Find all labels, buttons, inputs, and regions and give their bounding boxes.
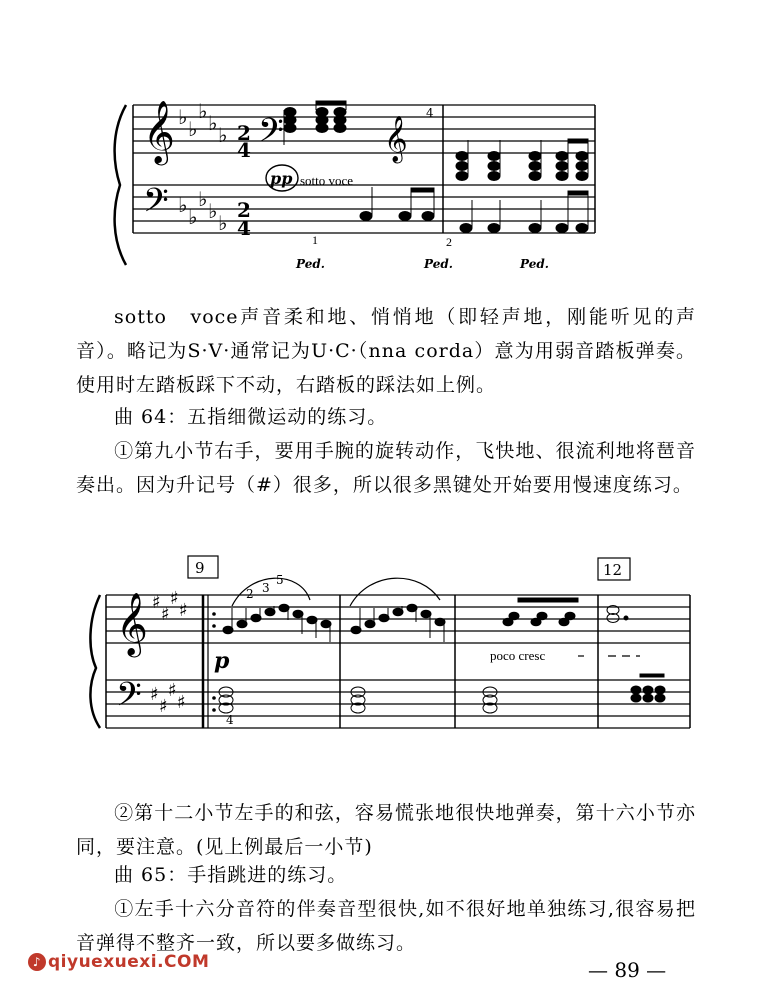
svg-text:♭: ♭	[178, 193, 188, 217]
svg-text:♭: ♭	[218, 211, 228, 235]
paragraph-piece-65: 曲 65：手指跳进的练习。	[114, 864, 348, 886]
paragraph-piece-64: 曲 64：五指细微运动的练习。	[114, 406, 388, 428]
svg-text:♭: ♭	[208, 111, 218, 135]
svg-text:2: 2	[246, 587, 254, 601]
expression-sotto-voce: sotto voce	[300, 173, 354, 188]
pedal-mark: Ped.	[520, 257, 549, 271]
svg-text:4: 4	[237, 138, 251, 162]
svg-text:♭: ♭	[208, 199, 218, 223]
music-example-1	[0, 0, 772, 290]
music-example-2	[0, 550, 772, 740]
page-number: — 89 —	[588, 958, 667, 982]
svg-text:♭: ♭	[188, 117, 198, 141]
logo-icon: ♪	[28, 953, 46, 971]
svg-text:𝄞: 𝄞	[116, 592, 148, 655]
svg-text:♭: ♭	[188, 205, 198, 229]
svg-text:♭: ♭	[218, 123, 228, 147]
svg-text:3: 3	[262, 581, 270, 595]
svg-text:4: 4	[426, 106, 434, 120]
svg-text:♭: ♭	[198, 187, 208, 211]
dynamic-mark: p	[214, 648, 230, 674]
paragraph-left-hand: ①左手十六分音符的伴奏音型很快,如不很好地单独练习,很容易把音弹得不整齐一致，所以要多做练习。	[76, 898, 696, 954]
svg-text:♯: ♯	[168, 680, 177, 701]
bass-clef-icon: 𝄢	[258, 112, 284, 158]
flat-sign-icon: ♭	[178, 105, 188, 129]
svg-text:♯: ♯	[179, 600, 188, 621]
svg-text:5: 5	[276, 573, 284, 587]
svg-text:♯: ♯	[152, 592, 161, 613]
treble-clef-icon: 𝄞	[143, 100, 175, 163]
svg-text:♯: ♯	[177, 692, 186, 713]
svg-text:12: 12	[603, 561, 623, 579]
svg-text:4: 4	[226, 713, 234, 727]
svg-text:♭: ♭	[198, 99, 208, 123]
paragraph-measure-9: ①第九小节右手，要用手腕的旋转动作，飞快地、很流利地将琶音奏出。因为升记号（#）很多，所以很多黑键处开始要用慢速度练习。	[76, 440, 696, 496]
svg-text:♯: ♯	[170, 588, 179, 609]
svg-text:𝄢: 𝄢	[143, 182, 169, 228]
svg-text:♯: ♯	[150, 684, 159, 705]
svg-text:𝄢: 𝄢	[116, 676, 142, 722]
watermark-logo: ♪ qiyuexuexi.COM	[28, 952, 209, 972]
pedal-mark: Ped.	[424, 257, 453, 271]
svg-text:2: 2	[446, 235, 452, 249]
dynamic-mark: pp	[270, 169, 293, 188]
svg-text:2: 2	[237, 198, 251, 222]
expression-poco-cresc: poco cresc	[490, 648, 546, 663]
svg-text:♯: ♯	[159, 696, 168, 717]
svg-text:2: 2	[237, 121, 251, 145]
svg-text:1: 1	[312, 233, 318, 247]
svg-text:4: 4	[237, 216, 251, 240]
pedal-mark: Ped.	[296, 257, 325, 271]
paragraph-sotto-voce: sotto voce声音柔和地、悄悄地（即轻声地，刚能听见的声音）。略记为S·V·通常记为U·C·（nna corda）意为用弱音踏板弹奏。使用时左踏板踩下不动，右踏板的踩法如上例。	[76, 306, 696, 396]
svg-text:♯: ♯	[161, 604, 170, 625]
svg-text:𝄞: 𝄞	[384, 116, 408, 162]
paragraph-measure-12: ②第十二小节左手的和弦，容易慌张地很快地弹奏，第十六小节亦同，要注意。(见上例最后一小节)	[76, 802, 696, 858]
svg-text:9: 9	[195, 559, 205, 577]
